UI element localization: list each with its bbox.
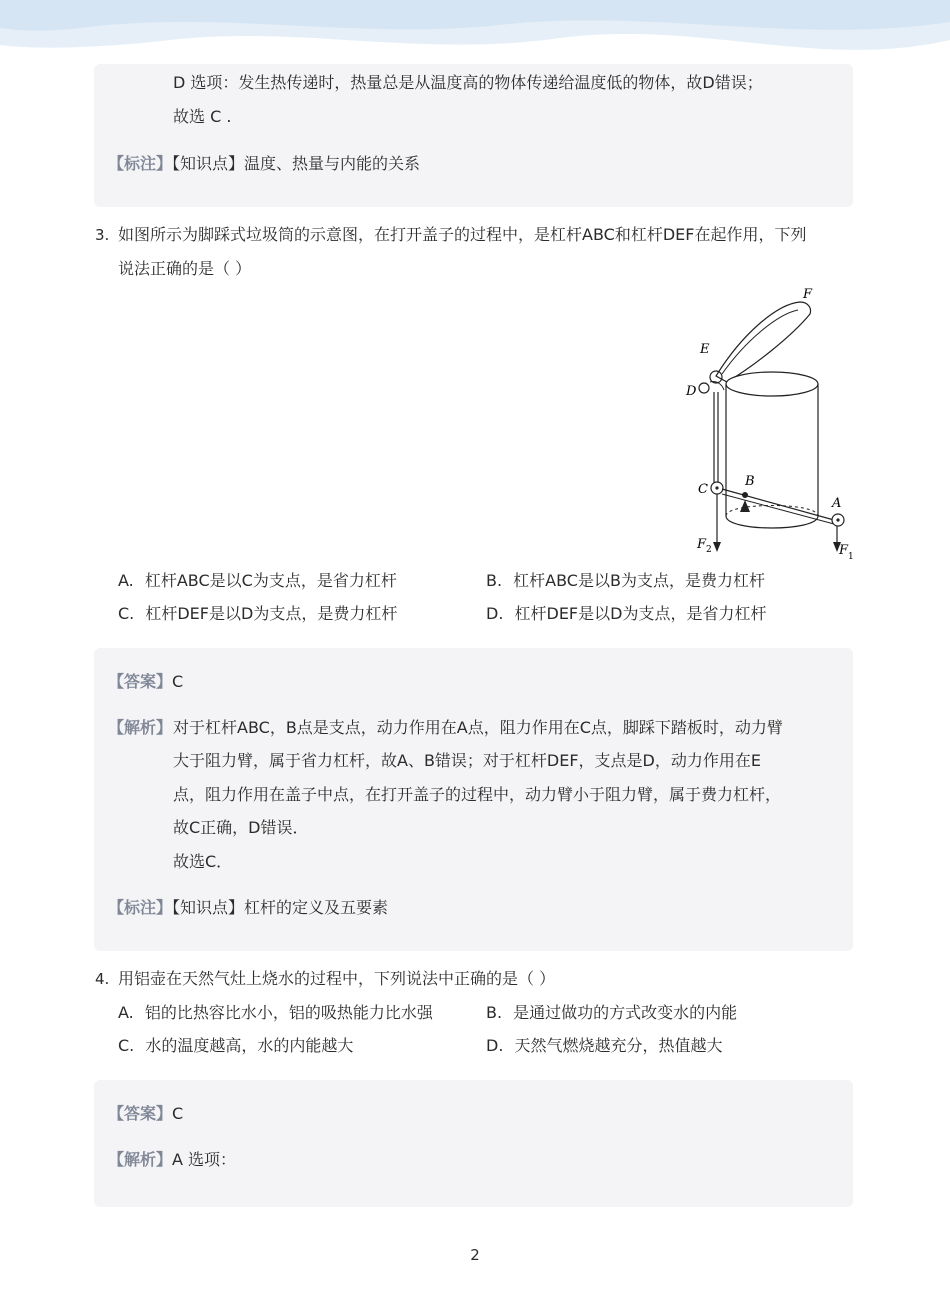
label-B: B: [745, 474, 755, 489]
question-3-stem-line-2: 说法正确的是（ ）: [118, 259, 252, 278]
q3-option-d[interactable]: [486, 603, 766, 625]
option-text: 铝的比热容比水小，铝的吸热能力比水强: [144, 1003, 433, 1022]
analysis-tag: 【解析】: [108, 1150, 173, 1169]
q3-option-c[interactable]: [118, 603, 397, 625]
page-number: 2: [470, 1246, 480, 1264]
analysis-line-4: 故C正确，D错误．: [173, 818, 309, 837]
option-label: A.: [118, 1003, 134, 1022]
option-label: C.: [118, 604, 135, 623]
answer-tag: 【答案】: [108, 672, 173, 691]
answer-value: C: [172, 672, 184, 691]
label-F2: F: [697, 537, 707, 552]
option-text: 水的温度越高，水的内能越大: [145, 1036, 354, 1055]
analysis-line-5: 故选C．: [173, 852, 233, 871]
option-text: 是通过做功的方式改变水的内能: [513, 1003, 738, 1022]
note-text: 【知识点】温度、热量与内能的关系: [172, 154, 421, 173]
option-text: 杠杆DEF是以D为支点，是费力杠杆: [145, 604, 398, 623]
label-F2-subscript: 2: [706, 545, 712, 555]
note-tag: 【标注】: [108, 154, 173, 173]
q3-option-b[interactable]: [486, 570, 765, 592]
question-4-number: 4.: [95, 970, 110, 988]
q3-option-a[interactable]: [118, 570, 397, 592]
option-label: B.: [486, 1003, 503, 1022]
analysis-row: [108, 1149, 236, 1171]
option-label: D.: [486, 1036, 504, 1055]
analysis-line-1: 对于杠杆ABC，B点是支点，动力作用在A点，阻力作用在C点，脚踩下踏板时，动力臂: [173, 718, 783, 737]
answer-row: [108, 1103, 183, 1125]
option-label: D.: [486, 604, 504, 623]
label-F1: F: [839, 543, 849, 558]
analysis-first-line: A 选项：: [172, 1150, 237, 1169]
analysis-line-2: 大于阻力臂，属于省力杠杆，故A、B错误；对于杠杆DEF，支点是D，动力作用在E: [173, 751, 761, 770]
answer-tag: 【答案】: [108, 1104, 173, 1123]
conclusion: 故选 C .: [173, 107, 232, 126]
d-option-explanation: D 选项：发生热传递时，热量总是从温度高的物体传递给温度低的物体，故D错误；: [173, 73, 763, 92]
option-text: 杠杆ABC是以C为支点，是省力杠杆: [144, 571, 397, 590]
note-row: [108, 153, 420, 175]
question-3-number: 3.: [95, 226, 110, 244]
trash-can-lever-figure: [682, 284, 857, 569]
label-D: D: [686, 384, 697, 399]
header-wave-decoration: [0, 0, 950, 70]
option-text: 杠杆DEF是以D为支点，是省力杠杆: [514, 604, 767, 623]
q3-answer-box: [94, 648, 853, 951]
question-3-stem-line-1: [118, 224, 806, 246]
q4-option-d[interactable]: [486, 1035, 723, 1057]
option-text: 天然气燃烧越充分，热值越大: [514, 1036, 723, 1055]
label-A: A: [832, 496, 842, 511]
label-E: E: [700, 342, 710, 357]
previous-explanation-box: [94, 64, 853, 207]
analysis-tag: 【解析】: [108, 718, 173, 737]
label-F: F: [803, 287, 813, 302]
q4-option-b[interactable]: [486, 1002, 737, 1024]
note-row: [108, 897, 388, 919]
q4-answer-box: [94, 1080, 853, 1207]
note-tag: 【标注】: [108, 898, 173, 917]
question-3-stem-text: 如图所示为脚踩式垃圾筒的示意图，在打开盖子的过程中，是杠杆ABC和杠杆DEF在起作用，下列: [118, 225, 807, 244]
option-label: C.: [118, 1036, 135, 1055]
question-4-stem: 用铝壶在天然气灶上烧水的过程中，下列说法中正确的是（ ）: [118, 969, 556, 988]
answer-value: C: [172, 1104, 184, 1123]
option-label: B.: [486, 571, 503, 590]
label-C: C: [698, 482, 708, 497]
q4-option-a[interactable]: [118, 1002, 433, 1024]
label-F1-subscript: 1: [848, 552, 854, 562]
option-label: A.: [118, 571, 134, 590]
option-text: 杠杆ABC是以B为支点，是费力杠杆: [513, 571, 765, 590]
analysis-line-3: 点，阻力作用在盖子中点，在打开盖子的过程中，动力臂小于阻力臂，属于费力杠杆，: [173, 785, 782, 804]
q4-option-c[interactable]: [118, 1035, 353, 1057]
answer-row: [108, 671, 183, 693]
note-text: 【知识点】杠杆的定义及五要素: [172, 898, 389, 917]
